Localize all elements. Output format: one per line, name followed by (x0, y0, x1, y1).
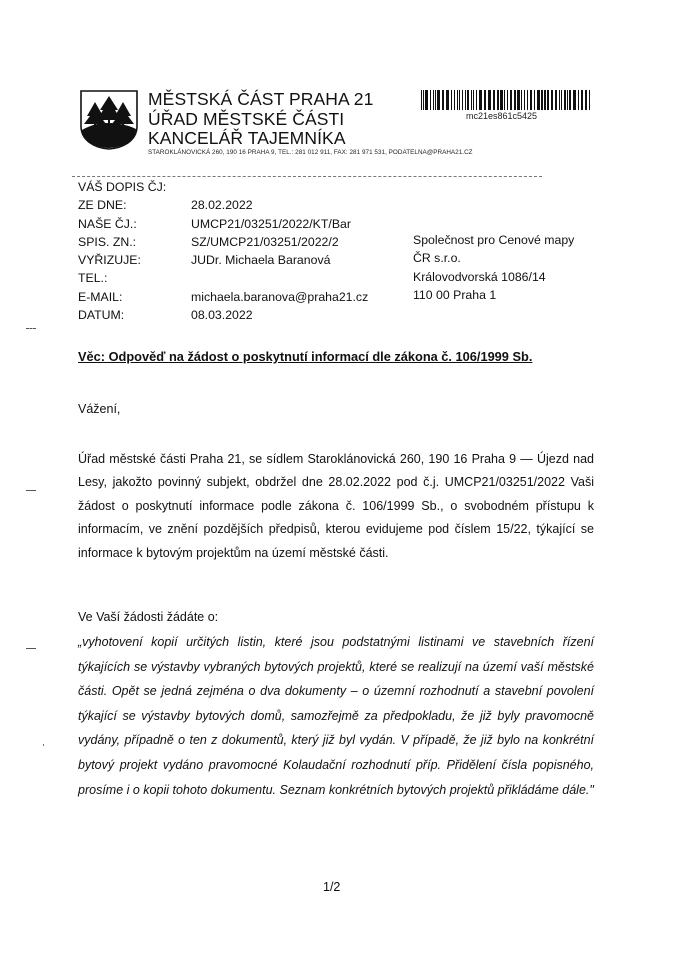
barcode-bar (589, 90, 590, 110)
subject-line: Věc: Odpověď na žádost o poskytnutí informací dle zákona č. 106/1999 Sb. (78, 349, 533, 364)
barcode-bar (578, 90, 579, 110)
barcode-bar (425, 90, 428, 110)
org-line-1: MĚSTSKÁ ČÁST PRAHA 21 (148, 89, 374, 109)
barcode-bar (454, 90, 455, 110)
request-intro: Ve Vaší žádosti žádáte o: (78, 610, 219, 624)
barcode-bar (555, 90, 557, 110)
barcode-bar (561, 90, 562, 110)
barcode-bar (581, 90, 583, 110)
barcode-bar (500, 90, 503, 110)
barcode-bar (564, 90, 566, 110)
barcode-bar (510, 90, 512, 110)
barcode-bar (573, 90, 576, 110)
barcode-bar (459, 90, 460, 110)
barcode-bar (467, 90, 469, 110)
barcode-bar (473, 90, 474, 110)
org-line-3: KANCELÁŘ TAJEMNÍKA (148, 128, 346, 148)
barcode-bar (517, 90, 520, 110)
ref-label: SPIS. ZN.: (78, 234, 137, 249)
page-number: 1/2 (323, 880, 341, 894)
organization-name (148, 90, 373, 149)
barcode-bar (585, 90, 587, 110)
barcode-bar (435, 90, 436, 110)
barcode-bar (544, 90, 546, 110)
scan-speck (43, 744, 44, 746)
barcode-bar (507, 90, 508, 110)
ref-label: E-MAIL: (78, 289, 123, 304)
barcode-bar (504, 90, 505, 110)
recipient-address (413, 231, 574, 304)
barcode-bar (530, 90, 532, 110)
header-divider (72, 176, 542, 177)
ref-label: VYŘIZUJE: (78, 253, 141, 268)
barcode-bar (514, 90, 516, 110)
coat-of-arms-icon (78, 88, 140, 150)
recipient-line: ČR s.r.o. (413, 251, 461, 266)
ref-row-date-of-letter (78, 196, 368, 214)
ref-label: DATUM: (78, 308, 125, 323)
barcode-bar (493, 90, 495, 110)
org-line-2: ÚŘAD MĚSTSKÉ ČÁSTI (148, 108, 345, 129)
barcode-bar (527, 90, 528, 110)
ref-row-date (78, 306, 368, 324)
barcode-bar (547, 90, 549, 110)
ref-label: VÁŠ DOPIS ČJ: (78, 180, 167, 194)
recipient-line: Královodvorská 1086/14 (413, 269, 546, 284)
ref-row-our-ref (78, 215, 368, 233)
ref-row-your-letter (78, 178, 368, 196)
barcode-bar (457, 90, 458, 110)
margin-mark (26, 490, 36, 491)
reference-block (78, 178, 368, 324)
barcode-bar (569, 90, 571, 110)
recipient-line: Společnost pro Cenové mapy (413, 233, 575, 247)
margin-mark (26, 648, 36, 649)
barcode-bar (451, 90, 452, 110)
barcode-bar (421, 90, 422, 110)
ref-row-file-mark (78, 233, 368, 251)
barcode-bar (541, 90, 543, 110)
barcode-bar (423, 90, 424, 110)
ref-row-email (78, 288, 368, 306)
barcode-bar (476, 90, 477, 110)
ref-row-phone (78, 269, 368, 287)
ref-row-handled-by (78, 251, 368, 269)
ref-label: ZE DNE: (78, 198, 127, 213)
barcode-bar (484, 90, 486, 110)
barcode-bar (446, 90, 449, 110)
barcode-bar (442, 90, 444, 110)
barcode-bar (430, 90, 431, 110)
barcode-bar (497, 90, 499, 110)
recipient-line: 110 00 Praha 1 (413, 287, 497, 302)
barcode-bar (567, 90, 568, 110)
barcode-bar (465, 90, 466, 110)
barcode-bar (524, 90, 525, 110)
ref-value: 28.02.2022 (191, 198, 253, 213)
barcode-bar (437, 90, 440, 110)
barcode-bar (551, 90, 553, 110)
barcode-bar (537, 90, 540, 110)
barcode (421, 90, 591, 110)
ref-value: SZ/UMCP21/03251/2022/2 (191, 234, 339, 249)
barcode-bar (534, 90, 535, 110)
body-paragraph: Úřad městské části Praha 21, se sídlem Staroklánovická 260, 190 16 Praha 9 — Újezd nad Lesy, jakožto povinný subjekt, obdržel dne 28.02.2022 pod č.j. UMCP21/03251/2022 Vaši žádost o poskytnutí informace podle zákona č. 106/1999 Sb., o svobodném přístupu k informacím, ve znění pozdějších předpisů, kterou evidujeme pod číslem 15/22, týkající se informace k bytovým projektům na území městské části. (78, 452, 594, 560)
contact-line: STAROKLÁNOVICKÁ 260, 190 16 PRAHA 9, TEL.: 281 012 911, FAX: 281 971 531, PODATELNA@PRAHA21.CZ (148, 149, 473, 156)
ref-value: 08.03.2022 (191, 308, 253, 323)
margin-mark (26, 328, 36, 329)
barcode-bar (462, 90, 463, 110)
salutation: Vážení, (78, 402, 121, 416)
barcode-bar (479, 90, 482, 110)
ref-value: michaela.baranova@praha21.cz (191, 289, 369, 304)
ref-label: TEL.: (78, 271, 108, 286)
barcode-bar (488, 90, 491, 110)
barcode-bar (521, 90, 522, 110)
ref-value: UMCP21/03251/2022/KT/Bar (191, 216, 351, 231)
barcode-bar (433, 90, 434, 110)
barcode-bar (471, 90, 472, 110)
ref-value: JUDr. Michaela Baranová (191, 253, 331, 268)
ref-label: NAŠE ČJ.: (78, 216, 137, 231)
barcode-text: mc21es861c5425 (466, 111, 538, 121)
barcode-bar (559, 90, 560, 110)
request-quote: „vyhotovení kopií určitých listin, které jsou podstatnými listinami ve stavebních řízení týkajících se výstavby vybraných bytových projektů, které se realizují na území vaší městské části. Opět se jedná zejména o dva dokumenty – o územní rozhodnutí a stavební povolení týkající se výstavby bytových domů, samozřejmě za předpokladu, že již byly pravomocně vydány, případně o ten z dokumentů, který již byl vydán. V případě, že již bylo na konkrétní bytový projekt vydáno pravomocné Kolaudační rozhodnutí příp. Přidělení čísla popisného, prosíme i o kopii tohoto dokumentu. Seznam konkrétních bytových projektů přikládáme dále." (78, 635, 594, 797)
